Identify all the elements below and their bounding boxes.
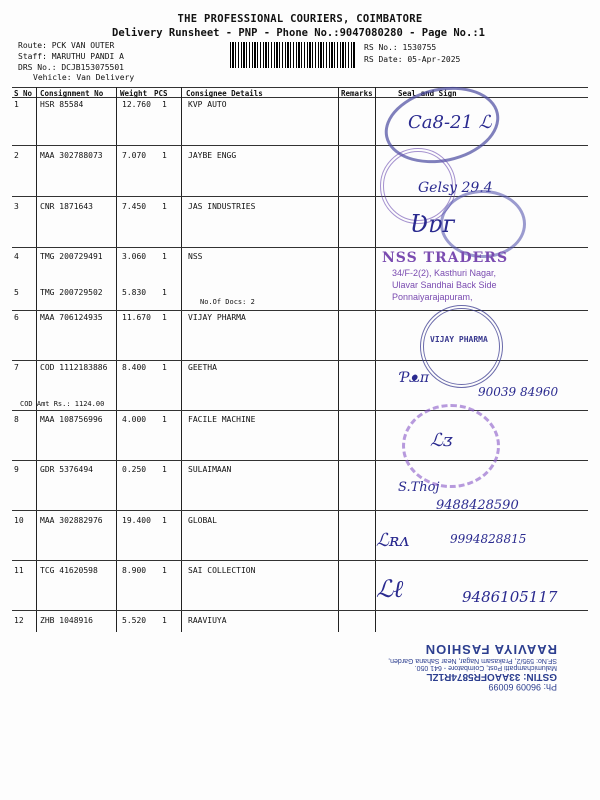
row-sno: 6 [14, 313, 19, 322]
row-consignment: HSR 85584 [40, 100, 84, 109]
phone-7: 90039 84960 [478, 385, 559, 399]
rs-no: RS No.: 1530755 [364, 43, 437, 52]
phone-10: 9994828815 [450, 532, 527, 546]
row-divider [12, 560, 588, 561]
row-pcs: 1 [162, 252, 167, 261]
vijay-seal-text: VIJAY PHARMA [430, 335, 488, 344]
row-consignee: SULAIMAAN [188, 465, 232, 474]
row-sno: 12 [14, 616, 24, 625]
row-weight: 5.830 [122, 288, 147, 297]
row-consignee: NSS [188, 252, 203, 261]
row-consignment: CNR 1871643 [40, 202, 93, 211]
phone-9: 9488428590 [436, 498, 519, 513]
row-consignment: MAA 302882976 [40, 516, 103, 525]
barcode [230, 42, 355, 68]
row-consignee: GEETHA [188, 363, 217, 372]
row-weight: 5.520 [122, 616, 147, 625]
row-sno: 1 [14, 100, 19, 109]
row-pcs: 1 [162, 202, 167, 211]
signature-9: S.Thoj [398, 480, 440, 495]
row-pcs: 1 [162, 516, 167, 525]
row-pcs: 1 [162, 616, 167, 625]
col-header-remarks: Remarks [341, 89, 373, 98]
col-header-consignee: Consignee Details [186, 89, 263, 98]
raaviya-ph: Ph: 96009 60099 [488, 682, 557, 692]
row-divider [12, 410, 588, 411]
raaviya-gstin: GSTIN: 33AAOFR5874R1ZL [426, 671, 557, 682]
row-sno: 8 [14, 415, 19, 424]
signature-1: Ca8-21 ℒ [408, 112, 492, 133]
raaviya-addr1: SF.No: 595/2, Prakasam Nagar, Near Sahana Garden, [388, 657, 557, 664]
row-pcs: 1 [162, 415, 167, 424]
row-divider [12, 360, 588, 361]
row-consignment: TMG 200729491 [40, 252, 103, 261]
vijay-pharma-seal [420, 305, 503, 388]
row-consignee: KVP AUTO [188, 100, 227, 109]
row-pcs: 1 [162, 100, 167, 109]
row-consignment: TCG 41620598 [40, 566, 98, 575]
signature-10: ℒʀᴧ [376, 530, 410, 551]
vehicle: Vehicle: Van Delivery [33, 73, 135, 82]
table-top-border [12, 87, 588, 88]
row-weight: 11.670 [122, 313, 151, 322]
row-sno: 7 [14, 363, 19, 372]
row-pcs: 1 [162, 363, 167, 372]
row-consignee: GLOBAL [188, 516, 217, 525]
runsheet-subtitle: Delivery Runsheet - PNP - Phone No.:9047080280 - Page No.:1 [112, 27, 485, 39]
row-consignment: ZHB 1048916 [40, 616, 93, 625]
row-weight: 8.400 [122, 363, 147, 372]
rs-date: RS Date: 05-Apr-2025 [364, 55, 461, 64]
row-divider [12, 145, 588, 146]
row-weight: 7.070 [122, 151, 147, 160]
col-header-weight: Weight [120, 89, 148, 98]
drs-no: DRS No.: DCJB153075501 [18, 63, 124, 72]
row-pcs: 1 [162, 465, 167, 474]
nss-stamp-line3: Ponnaiyarajapuram, [392, 292, 473, 302]
row-weight: 7.450 [122, 202, 147, 211]
row-pcs: 1 [162, 288, 167, 297]
row-weight: 0.250 [122, 465, 147, 474]
row-consignment: COD 1112183886 [40, 363, 108, 372]
signature-2: Gelsy 29.4 [418, 180, 493, 196]
row-consignee: JAS INDUSTRIES [188, 202, 256, 211]
row-sno: 4 [14, 252, 19, 261]
row-consignee: VIJAY PHARMA [188, 313, 246, 322]
raaviya-addr2: Malumichampatti Post, Coimbatore - 641 050. [414, 664, 557, 671]
row-consignee: FACILE MACHINE [188, 415, 256, 424]
row-sno: 10 [14, 516, 24, 525]
row-consignment: MAA 108756996 [40, 415, 103, 424]
row-consignee: RAAVIUYA [188, 616, 227, 625]
col-header-seal-sign: Seal and Sign [398, 89, 457, 98]
row-consignment: TMG 200729502 [40, 288, 103, 297]
row-divider [12, 460, 588, 461]
company-title: THE PROFESSIONAL COURIERS, COIMBATORE [177, 13, 423, 25]
row-consignment: MAA 302788073 [40, 151, 103, 160]
row-consignment: MAA 706124935 [40, 313, 103, 322]
row-divider [12, 610, 588, 611]
row-weight: 12.760 [122, 100, 151, 109]
row-weight: 3.060 [122, 252, 147, 261]
col-header-sno: S No [14, 89, 33, 98]
signature-11: ℒℓ [376, 575, 404, 603]
phone-11: 9486105117 [462, 588, 558, 606]
row-pcs: 1 [162, 313, 167, 322]
row-weight: 4.000 [122, 415, 147, 424]
nss-stamp-title: NSS TRADERS [382, 250, 509, 266]
col-header-consignment: Consignment No [40, 89, 104, 98]
docs-note: No.Of Docs: 2 [200, 298, 255, 306]
raaviya-name: RAAVIYA FASHION [424, 642, 557, 657]
row-sno: 11 [14, 566, 24, 575]
nss-stamp-line1: 34/F-2(2), Kasthuri Nagar, [392, 268, 497, 278]
route: Route: PCK VAN OUTER [18, 41, 115, 50]
row-sno: 2 [14, 151, 19, 160]
row-consignee: JAYBE ENGG [188, 151, 237, 160]
staff: Staff: MARUTHU PANDI A [18, 52, 124, 61]
signature-8: ℒᴣ [430, 430, 453, 451]
col-header-pcs: PCS [154, 89, 168, 98]
row-weight: 19.400 [122, 516, 151, 525]
cod-amount: COD Amt Rs.: 1124.00 [20, 400, 105, 408]
signature-3: Ʋɐᴦ [410, 210, 456, 238]
signature-7: Ƥᴥᴨ [400, 370, 430, 386]
row-sno: 3 [14, 202, 19, 211]
row-divider [12, 310, 588, 311]
row-sno: 5 [14, 288, 19, 297]
row-sno: 9 [14, 465, 19, 474]
row-pcs: 1 [162, 151, 167, 160]
nss-stamp-line2: Ulavar Sandhai Back Side [392, 280, 497, 290]
row-pcs: 1 [162, 566, 167, 575]
row-consignee: SAI COLLECTION [188, 566, 256, 575]
row-weight: 8.900 [122, 566, 147, 575]
row-consignment: GDR 5376494 [40, 465, 93, 474]
raaviya-stamp [372, 630, 557, 692]
